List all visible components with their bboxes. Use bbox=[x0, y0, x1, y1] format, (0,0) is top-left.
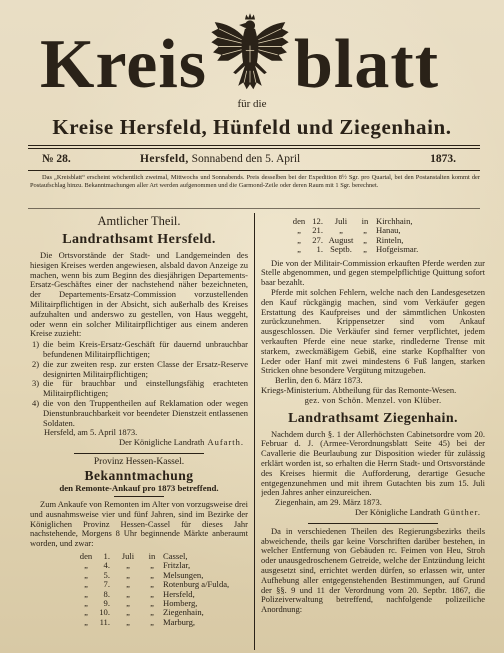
masthead-title-right: blatt bbox=[294, 26, 439, 103]
rule bbox=[28, 208, 480, 209]
market-prefix: „ bbox=[84, 560, 88, 571]
office-heading: Landrathsamt Hersfeld. bbox=[62, 232, 216, 247]
market-day: 1. bbox=[103, 550, 110, 561]
market-place: Fritzlar, bbox=[163, 560, 191, 571]
article-paragraph: Da in verschiedenen Theilen des Regierungsbezirks theils abweichende, theils gar keine Vorschriften darüber bestehen, in welcher Entfernung von Gebäuden rc. Feimen von Heu, Stroh oder unausgedroschenem Getreide, welche der Entzündung leicht ausgesetzt sind, errichtet werden dürfen, so erlassen wir, unter Aufhebung aller entgegenstehenden Bestimmungen, auf Grund der §§. 9 und 11 der Verordnung vom 20. Septbr. 1867, die Polizeiverwaltung betreffend, nachfolgende polizeiliche Anordnung: bbox=[261, 525, 485, 615]
signatories: gez. von Schön. Menzel. von Klüber. bbox=[304, 394, 442, 405]
column-right bbox=[261, 213, 485, 650]
issue-year: 1873. bbox=[430, 153, 456, 165]
market-month: „ bbox=[339, 225, 343, 236]
market-list bbox=[261, 217, 485, 255]
article-date: Berlin, den 6. März 1873. bbox=[275, 375, 363, 386]
list-item-number: 3) bbox=[32, 378, 40, 389]
market-place: Ziegenhain, bbox=[163, 607, 204, 618]
list-item-number: 4) bbox=[32, 397, 40, 408]
article-date: Hersfeld, am 5. April 1873. bbox=[44, 427, 138, 438]
market-prep: „ bbox=[150, 597, 154, 608]
market-day: 4. bbox=[103, 560, 110, 571]
market-prep: „ bbox=[363, 244, 367, 255]
signature-title: Der Königliche Landrath bbox=[355, 506, 441, 517]
list-item-number: 2) bbox=[32, 358, 40, 369]
market-row bbox=[289, 245, 485, 254]
announcement-subject: den Remonte-Ankauf pro 1873 betreffend. bbox=[59, 482, 219, 493]
article-paragraph: Die Ortsvorstände der Stadt- und Landgemeinden des hiesigen Kreises werden angewiesen, alsbald davon Anzeige zu machen, wenn bis zum Beginn des diesjährigen Departements-Ersatz-Geschäftes einer der nachstehend näher bezeichneten, der Departements-Ersatz-Commission vorzustellenden Militairpflichtigen in der Absicht, sich außerhalb des Kreises aufzuhalten und anderswo zu gestellen, von Haus weggeht, oder wenn ein solcher Militairpflichtiger aus einem anderen Kreise zuzieht: bbox=[30, 250, 248, 339]
signature bbox=[30, 438, 248, 448]
market-prefix: „ bbox=[84, 607, 88, 618]
market-prefix: „ bbox=[84, 616, 88, 627]
market-prefix: „ bbox=[297, 234, 301, 245]
office-heading: Landrathsamt Ziegenhain. bbox=[288, 410, 458, 426]
market-place: Hanau, bbox=[376, 225, 401, 236]
market-prep: in bbox=[148, 550, 156, 561]
list-item-text: die von den Truppentheilen auf Reklamation oder wegen Dienstunbrauchbarkeit vor beendeter Dienstzeit entlassenen Soldaten. bbox=[43, 397, 248, 428]
market-prefix: „ bbox=[84, 569, 88, 580]
market-prep: „ bbox=[150, 616, 154, 627]
market-place: Hofgeismar. bbox=[376, 244, 419, 255]
market-prep: in bbox=[361, 216, 369, 226]
list-item bbox=[30, 360, 248, 380]
signature-name: Aufarth. bbox=[207, 437, 244, 448]
market-prep: „ bbox=[150, 607, 154, 618]
market-list bbox=[30, 552, 248, 627]
market-prep: „ bbox=[150, 579, 154, 590]
list-item-number: 1) bbox=[32, 339, 40, 350]
issue-number: № 28. bbox=[42, 153, 71, 165]
market-prefix: „ bbox=[84, 579, 88, 590]
market-month: „ bbox=[126, 579, 130, 590]
market-place: Rinteln, bbox=[376, 234, 404, 245]
market-day: 12. bbox=[312, 216, 323, 226]
list-item-text: die für brauchbar und einstellungsfähig erachteten Militairpflichtigen; bbox=[43, 378, 248, 399]
article-paragraph: Die von der Militair-Commission erkauften Pferde werden zur Stelle abgenommen, und gegen stempelpflichtige Quittung sofort baar bezahlt. bbox=[261, 257, 485, 288]
market-day: 10. bbox=[99, 607, 110, 618]
market-place: Cassel, bbox=[163, 550, 188, 561]
market-prep: „ bbox=[363, 234, 367, 245]
market-prefix: den bbox=[79, 550, 93, 561]
market-place: Melsungen, bbox=[163, 569, 204, 580]
market-place: Homberg, bbox=[163, 597, 198, 608]
market-day: 21. bbox=[312, 225, 323, 236]
market-place: Rotenburg a/Fulda, bbox=[163, 579, 230, 590]
market-place: Hersfeld, bbox=[163, 588, 195, 599]
masthead-subtitle-small: für die bbox=[237, 98, 267, 110]
issue-place-date bbox=[140, 151, 300, 168]
market-month: „ bbox=[126, 569, 130, 580]
market-prep: „ bbox=[363, 225, 367, 236]
market-month: „ bbox=[126, 588, 130, 599]
article-paragraph: Pferde mit solchen Fehlern, welche nach den Landesgesetzen den Kauf rückgängig machen, sind vom Verkäufer gegen Erstattung des Kaufpreises und der sämmtlichen Unkosten zurückzunehmen. Krippensetzer sind vom Ankauf ausgeschlossen. Die Verkäufer sind ferner verpflichtet, jedem verkauften Pferde eine neue starke, rindlederne Trense mit starkem, zweckmäßigem Gebiß, eine starke Kopfhalfter von Leder oder Hanf mit zwei mindestens 6 Fuß langen, starken Stricken ohne besondere Vergütung mitzugeben. bbox=[261, 287, 485, 376]
market-month: August bbox=[328, 234, 354, 245]
rule bbox=[28, 170, 480, 171]
market-prefix: den bbox=[292, 216, 306, 226]
dateline bbox=[28, 151, 480, 168]
province-heading: Provinz Hessen-Kassel. bbox=[93, 456, 185, 467]
market-place: Marburg, bbox=[163, 616, 196, 627]
market-day: 11. bbox=[99, 616, 110, 627]
market-place: Kirchhain, bbox=[376, 216, 413, 226]
market-day: 9. bbox=[103, 597, 110, 608]
market-month: Septb. bbox=[330, 244, 352, 255]
market-day: 8. bbox=[103, 588, 110, 599]
market-month: Juli bbox=[121, 550, 135, 561]
column-left bbox=[30, 213, 248, 650]
numbered-list bbox=[30, 340, 248, 428]
market-day: 5. bbox=[103, 569, 110, 580]
market-day: 1. bbox=[316, 244, 323, 255]
masthead-title-left: Kreis bbox=[40, 26, 208, 103]
article-date: Ziegenhain, am 29. März 1873. bbox=[275, 497, 382, 508]
signature-title: Der Königliche Landrath bbox=[118, 437, 205, 448]
market-month: Juli bbox=[334, 216, 348, 226]
section-heading: Amtlicher Theil. bbox=[97, 214, 181, 228]
market-prefix: „ bbox=[84, 597, 88, 608]
article-paragraph: Nachdem durch §. 1 der Allerhöchsten Cabinetsordre vom 20. Februar d. J. (Armee-Verordnungsblatt Seite 45) bei der Cavallerie die Beurlaubung zur Disposition wieder für zulässig erklärt worden ist, so erhalten die Herrn Stadt- und Ortsvorstände des Kreises hiermit die Aufforderung, derartige Gesuche entgegenzunehmen und mit ihrem Gutachten bis zum 15. Juli jeden Jahres anher einzureichen. bbox=[261, 428, 485, 498]
masthead-subtitle: Kreise Hersfeld, Hünfeld und Ziegenhain. bbox=[52, 115, 452, 139]
market-month: „ bbox=[126, 616, 130, 627]
market-prefix: „ bbox=[84, 588, 88, 599]
signature-name: Günther. bbox=[443, 506, 481, 517]
list-item-text: die zur zweiten resp. zur ersten Classe der Ersatz-Reserve designirten Militairpflichtigen; bbox=[43, 358, 248, 379]
section-rule bbox=[308, 523, 438, 524]
market-prep: „ bbox=[150, 560, 154, 571]
subscription-notice: Das „Kreisblatt“ erscheint wöchentlich zweimal, Mittwochs und Sonnabends. Preis desselben bei der Expedition 8½ Sgr. pro Quartal, bei den Postanstalten kommt der Postaufschlag hinzu. Bekanntmachungen aller Art werden aufgenommen und die Garmond-Zeile oder deren Raum mit 1 Sgr. berechnet. bbox=[30, 174, 480, 190]
market-prefix: „ bbox=[297, 244, 301, 255]
list-item-text: die beim Kreis-Ersatz-Geschäft für dauernd unbrauchbar befundenen Militairpflichtigen; bbox=[43, 339, 248, 359]
list-item bbox=[30, 340, 248, 360]
market-row bbox=[76, 590, 248, 599]
signature bbox=[261, 508, 485, 518]
article-paragraph: Zum Ankaufe von Remonten im Alter von vorzugsweise drei und ausnahmsweise vier und fünf Jahren, sind im Bezirke der Königlichen Provinz Hessen-Cassel für dieses Jahr nachstehende, Morgens 8 Uhr beginnende Märkte anberaumt worden, und zwar: bbox=[30, 498, 248, 549]
market-day: 7. bbox=[103, 579, 110, 590]
short-rule bbox=[114, 496, 164, 497]
section-rule bbox=[74, 453, 204, 454]
market-row bbox=[76, 561, 248, 570]
double-rule bbox=[28, 145, 480, 149]
issue-date: Sonnabend den 5. April bbox=[191, 153, 301, 165]
market-row bbox=[76, 618, 248, 627]
list-item bbox=[30, 379, 248, 399]
issuing-authority: Kriegs-Ministerium. Abtheilung für das Remonte-Wesen. bbox=[261, 384, 457, 395]
column-divider bbox=[254, 213, 255, 650]
market-row bbox=[76, 580, 248, 589]
issue-place: Hersfeld, bbox=[140, 153, 189, 165]
market-prep: „ bbox=[150, 569, 154, 580]
market-month: „ bbox=[126, 597, 130, 608]
market-prep: „ bbox=[150, 588, 154, 599]
market-month: „ bbox=[126, 607, 130, 618]
announcement-title: Bekanntmachung bbox=[84, 467, 194, 483]
list-item bbox=[30, 399, 248, 428]
market-day: 27. bbox=[312, 234, 323, 245]
prussian-eagle-icon bbox=[208, 12, 292, 96]
market-row bbox=[76, 552, 248, 561]
market-prefix: „ bbox=[297, 225, 301, 236]
market-month: „ bbox=[126, 560, 130, 571]
